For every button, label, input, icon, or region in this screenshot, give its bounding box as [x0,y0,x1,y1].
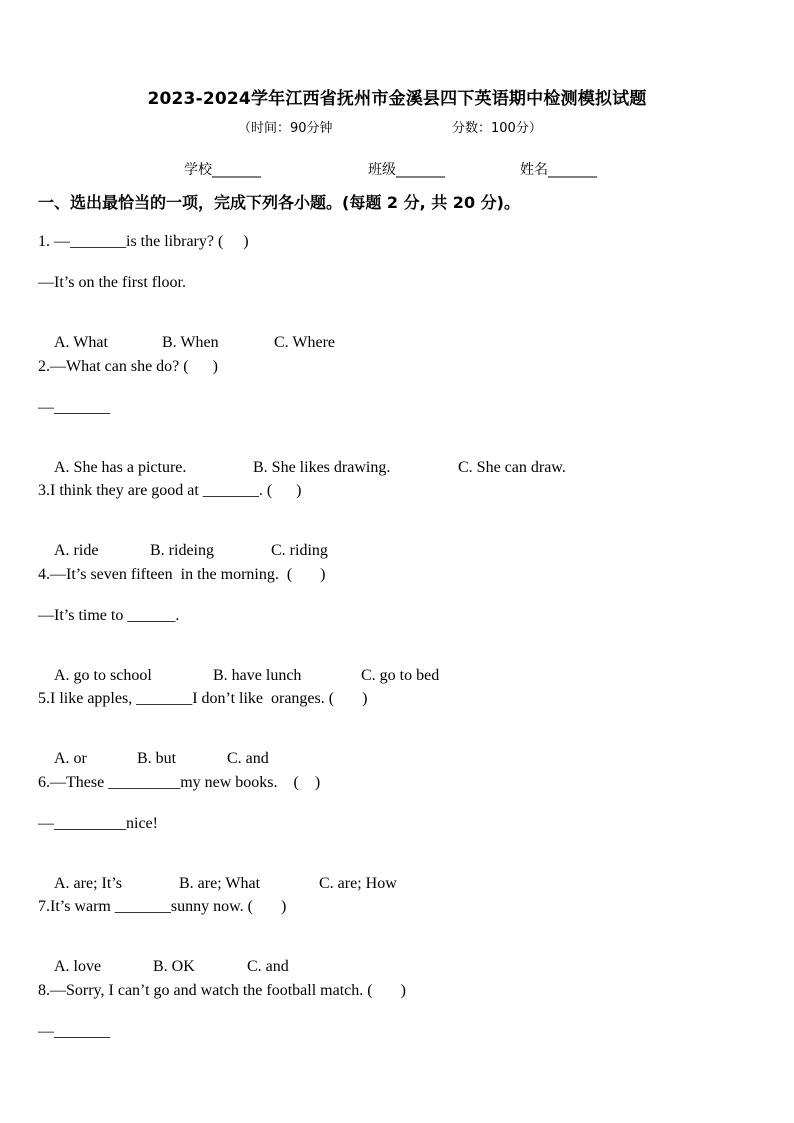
question-7-stem: 7.It’s warm _______sunny now. ( ) [38,898,287,915]
question-6-stem: 6.—These _________my new books. ( ) [38,774,321,791]
question-6-option-c: C. are; How [319,875,397,892]
question-3-stem: 3.I think they are good at _______. ( ) [38,482,302,499]
question-4-option-b: B. have lunch [213,667,302,684]
question-4-option-c: C. go to bed [361,667,440,684]
question-6-option-b: B. are; What [179,875,261,892]
school-field: 学校_______ [184,162,261,178]
name-field: 姓名_______ [520,162,597,178]
question-4-option-a: A. go to school [54,667,152,684]
question-2-option-c: C. She can draw. [458,459,566,476]
question-7-option-c: C. and [247,958,289,975]
question-3-option-c: C. riding [271,542,328,559]
question-8-stem: 8.—Sorry, I can’t go and watch the football match. ( ) [38,982,406,999]
question-4-stem: 4.—It’s seven fifteen in the morning. ( ) [38,566,326,583]
question-5-option-b: B. but [137,750,177,767]
question-1-option-b: B. When [162,334,219,351]
question-4-reply: —It’s time to ______. [38,607,180,624]
exam-title: 2023-2024学年江西省抚州市金溪县四下英语期中检测模拟试题 [147,89,647,109]
question-7-option-b: B. OK [153,958,195,975]
question-5-stem: 5.I like apples, _______I don’t like oranges. ( ) [38,690,368,707]
question-3-option-b: B. rideing [150,542,214,559]
question-1-option-c: C. Where [274,334,336,351]
question-2-stem: 2.—What can she do? ( ) [38,358,218,375]
exam-score: 分数：100分） [452,121,542,136]
question-1-option-a: A. What [54,334,108,351]
question-1-stem: 1. —_______is the library? ( ) [38,233,249,250]
question-3-option-a: A. ride [54,542,99,559]
exam-time: （时间：90分钟 [238,121,333,136]
question-5-option-c: C. and [227,750,269,767]
question-1-reply: —It’s on the first floor. [38,274,186,291]
question-2-reply: —_______ [38,399,110,416]
question-6-reply: —_________nice! [38,815,158,832]
question-7-option-a: A. love [54,958,102,975]
question-6-option-a: A. are; It’s [54,875,122,892]
question-5-option-a: A. or [54,750,87,767]
question-2-option-a: A. She has a picture. [54,459,187,476]
section-title: 一、选出最恰当的一项，完成下列各小题。(每题 2 分, 共 20 分)。 [38,193,520,212]
question-8-reply: —_______ [38,1023,110,1040]
question-2-option-b: B. She likes drawing. [253,459,391,476]
class-field: 班级_______ [368,162,445,178]
